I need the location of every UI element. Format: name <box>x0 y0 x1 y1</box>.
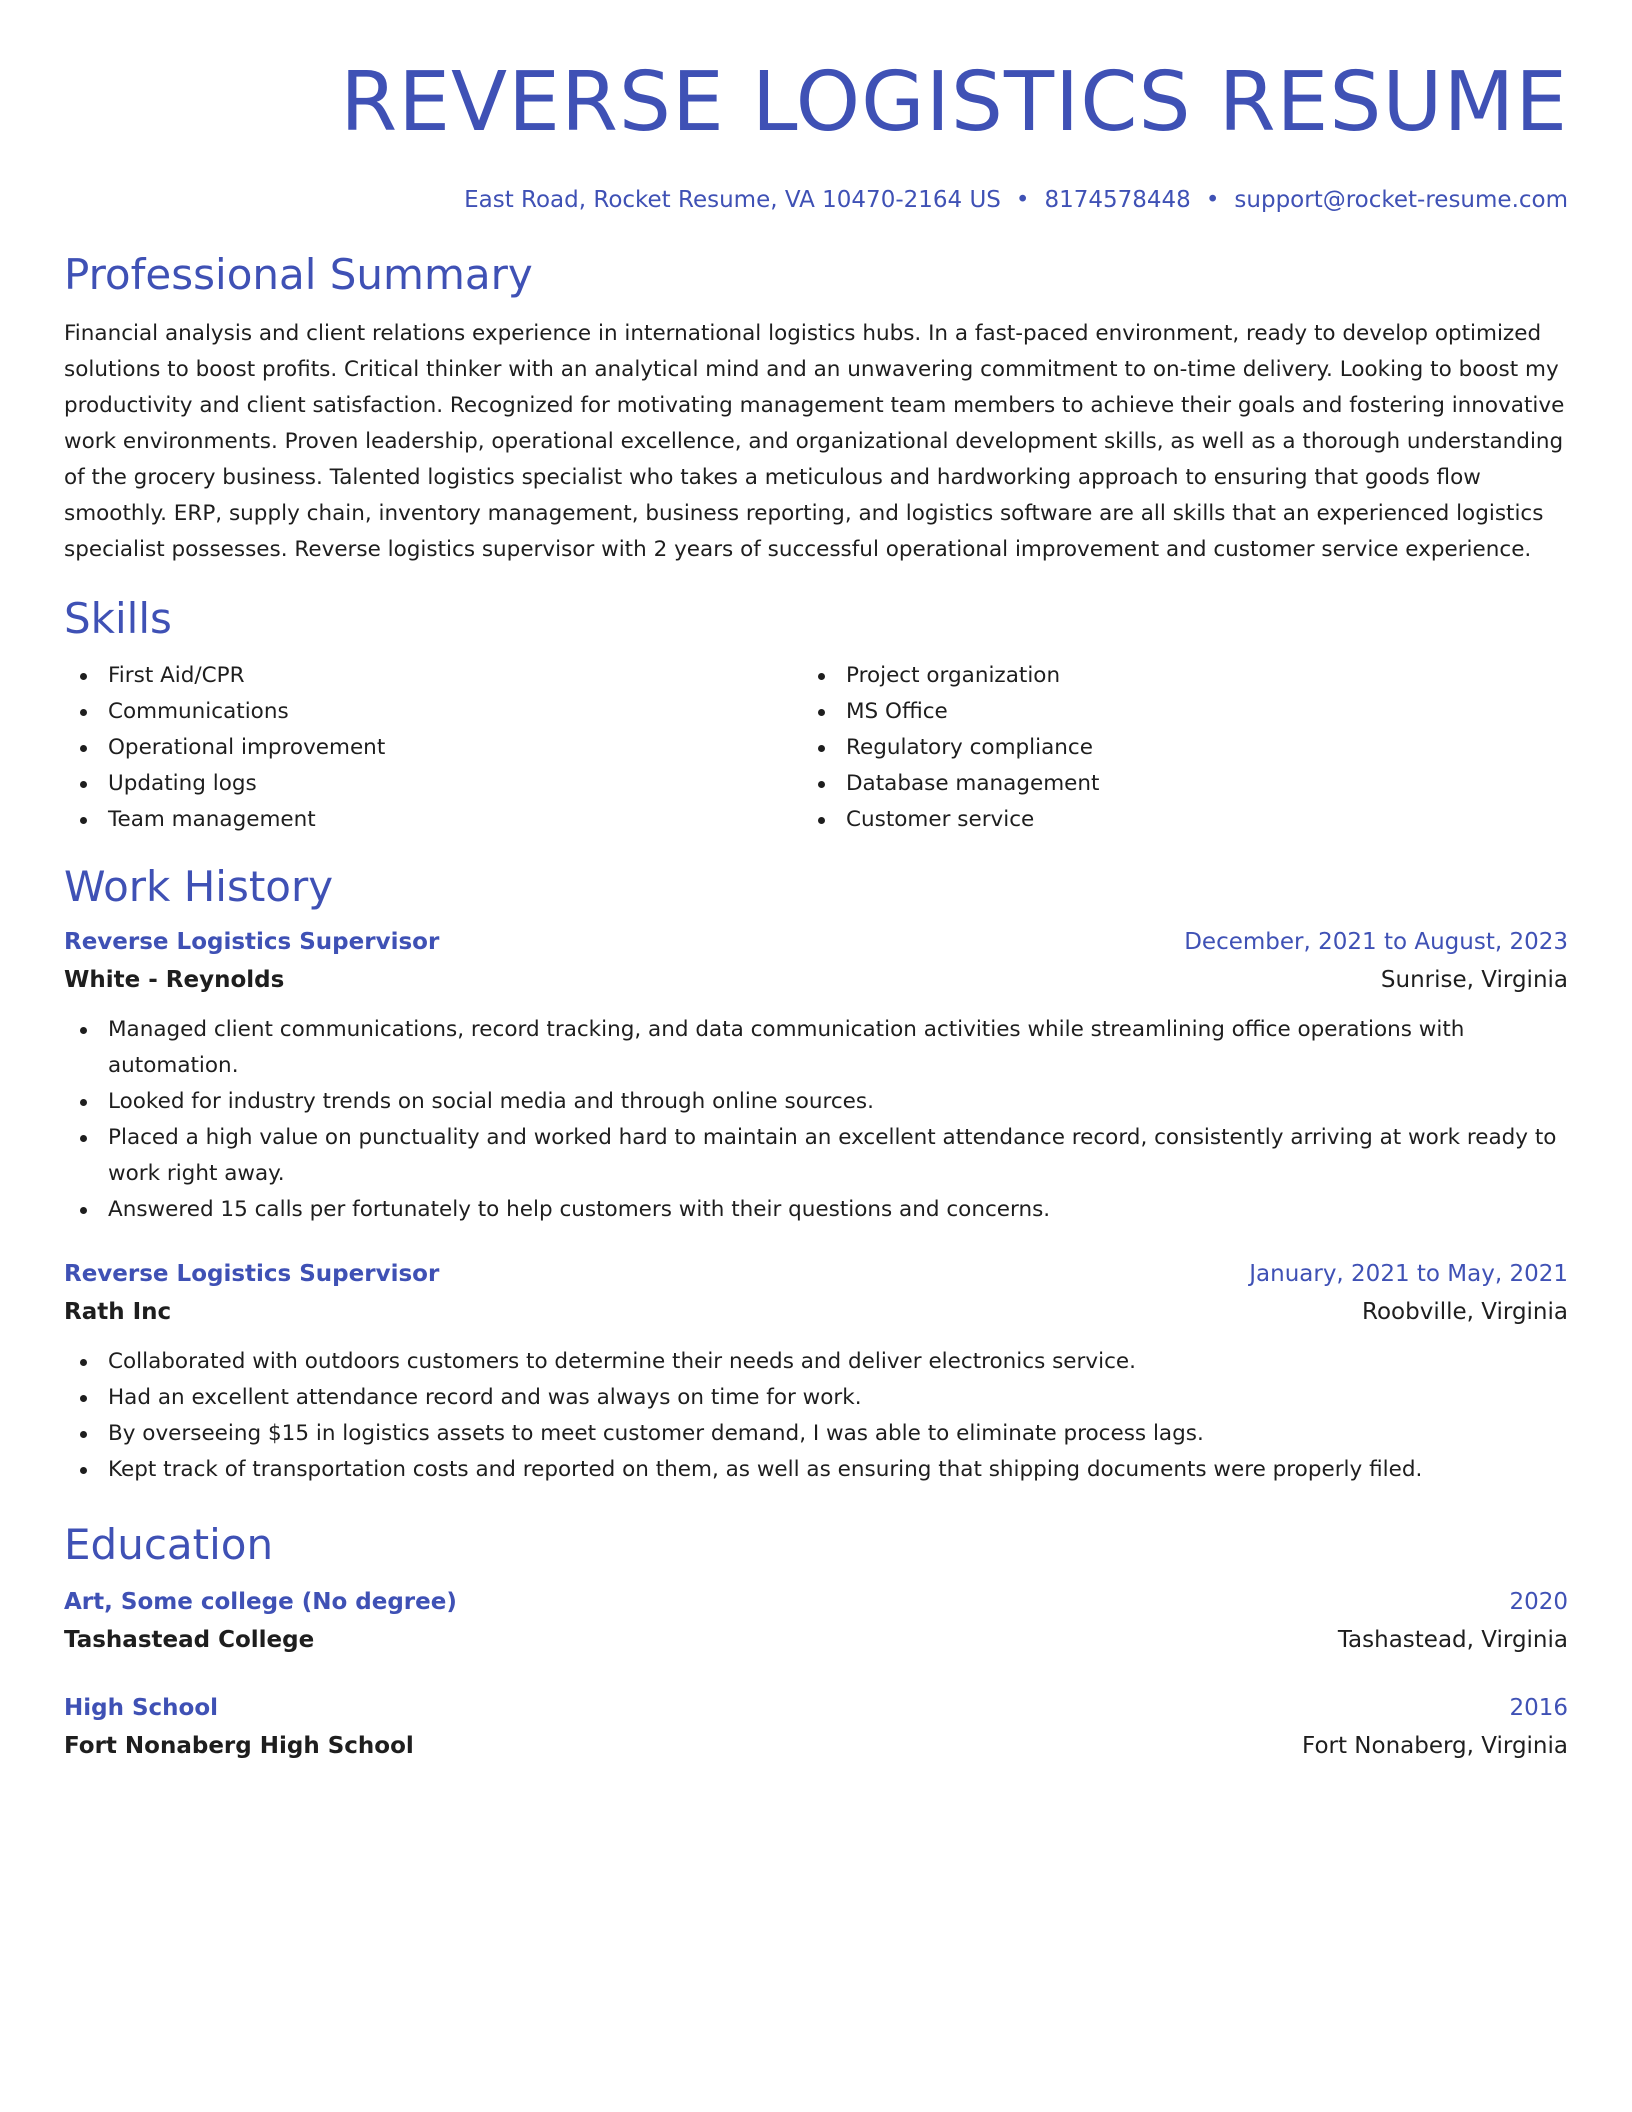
job-entry <box>64 924 1568 1228</box>
job-location: Sunrise, Virginia <box>1380 967 1568 993</box>
skills-list-left <box>64 658 802 838</box>
contact-email: support@rocket-resume.com <box>1234 187 1568 213</box>
education-entry <box>64 1690 1568 1766</box>
education-entry <box>64 1584 1568 1660</box>
education-degree-row <box>64 1690 1568 1726</box>
skill-item: Project organization <box>802 658 1540 694</box>
contact-phone: 8174578448 <box>1044 187 1191 213</box>
education-school-row <box>64 1620 1568 1660</box>
section-heading-summary: Professional Summary <box>64 250 533 299</box>
education-section <box>64 1518 1568 1766</box>
professional-summary-section <box>64 248 1568 568</box>
skills-list-right <box>802 658 1540 838</box>
job-dates: December, 2021 to August, 2023 <box>1184 929 1568 955</box>
job-bullet: Answered 15 calls per fortunately to help customers with their questions and concerns. <box>64 1192 1568 1228</box>
skill-item: Database management <box>802 766 1540 802</box>
education-school-row <box>64 1726 1568 1766</box>
contact-line <box>64 184 1568 216</box>
job-company: White - Reynolds <box>64 967 285 993</box>
skill-item: First Aid/CPR <box>64 658 802 694</box>
job-bullet: Managed client communications, record tracking, and data communication activities while streamlining office operations with automation. <box>64 1012 1568 1084</box>
education-school: Tashastead College <box>64 1627 315 1653</box>
job-company-row <box>64 1292 1568 1332</box>
job-bullet: Looked for industry trends on social media and through online sources. <box>64 1084 1568 1120</box>
summary-text: Financial analysis and client relations experience in international logistics hubs. In a fast-paced environment, ready to develop optimized solutions to boost profits. Critical thinker with an analytical mind and an unwavering commitment to on-time delivery. Looking to boost my productivity and client satisfaction. Recognized for motivating management team members to achieve their goals and fostering innovative work environments. Proven leadership, operational excellence, and organizational development skills, as well as a thorough understanding of the grocery business. Talented logistics specialist who takes a meticulous and hardworking approach to ensuring that goods flow smoothly. ERP, supply chain, inventory management, business reporting, and logistics software are all skills that an experienced logistics specialist possesses. Reverse logistics supervisor with 2 years of successful operational improvement and customer service experience. <box>64 321 1565 562</box>
job-bullet-list <box>64 1344 1568 1488</box>
job-bullet: Had an excellent attendance record and was always on time for work. <box>64 1380 1568 1416</box>
skill-item: MS Office <box>802 694 1540 730</box>
job-bullet-list <box>64 1012 1568 1228</box>
education-year: 2016 <box>1509 1695 1568 1721</box>
work-history-section <box>64 860 1568 1488</box>
job-location: Roobville, Virginia <box>1362 1299 1568 1325</box>
job-role: Reverse Logistics Supervisor <box>64 1261 440 1287</box>
contact-address: East Road, Rocket Resume, VA 10470-2164 US <box>464 187 1001 213</box>
job-role: Reverse Logistics Supervisor <box>64 929 440 955</box>
resume-title: REVERSE LOGISTICS RESUME <box>340 55 1568 150</box>
job-title-row <box>64 1256 1568 1292</box>
section-heading-education: Education <box>64 1520 274 1569</box>
job-company-row <box>64 960 1568 1000</box>
education-location: Tashastead, Virginia <box>1337 1627 1568 1653</box>
job-bullet: By overseeing $15 in logistics assets to meet customer demand, I was able to eliminate process lags. <box>64 1416 1568 1452</box>
section-heading-work-history: Work History <box>64 862 334 911</box>
education-degree: High School <box>64 1695 219 1721</box>
resume-header <box>64 52 1568 216</box>
job-bullet: Collaborated with outdoors customers to determine their needs and deliver electronics service. <box>64 1344 1568 1380</box>
job-title-row <box>64 924 1568 960</box>
skills-grid <box>64 658 1568 838</box>
job-bullet: Placed a high value on punctuality and worked hard to maintain an excellent attendance record, consistently arriving at work ready to work right away. <box>64 1120 1568 1192</box>
education-year: 2020 <box>1509 1589 1568 1615</box>
contact-separator: • <box>1205 187 1220 213</box>
skill-item: Regulatory compliance <box>802 730 1540 766</box>
education-location: Fort Nonaberg, Virginia <box>1302 1733 1568 1759</box>
job-bullet: Kept track of transportation costs and reported on them, as well as ensuring that shipping documents were properly filed. <box>64 1452 1568 1488</box>
job-company: Rath Inc <box>64 1299 172 1325</box>
skill-item: Customer service <box>802 802 1540 838</box>
section-heading-skills: Skills <box>64 594 172 643</box>
education-degree-row <box>64 1584 1568 1620</box>
education-school: Fort Nonaberg High School <box>64 1733 414 1759</box>
skill-item: Updating logs <box>64 766 802 802</box>
skills-section <box>64 592 1568 838</box>
job-dates: January, 2021 to May, 2021 <box>1249 1261 1568 1287</box>
contact-separator: • <box>1015 187 1030 213</box>
skill-item: Operational improvement <box>64 730 802 766</box>
skill-item: Communications <box>64 694 802 730</box>
job-entry <box>64 1256 1568 1488</box>
education-degree: Art, Some college (No degree) <box>64 1589 457 1615</box>
skill-item: Team management <box>64 802 802 838</box>
